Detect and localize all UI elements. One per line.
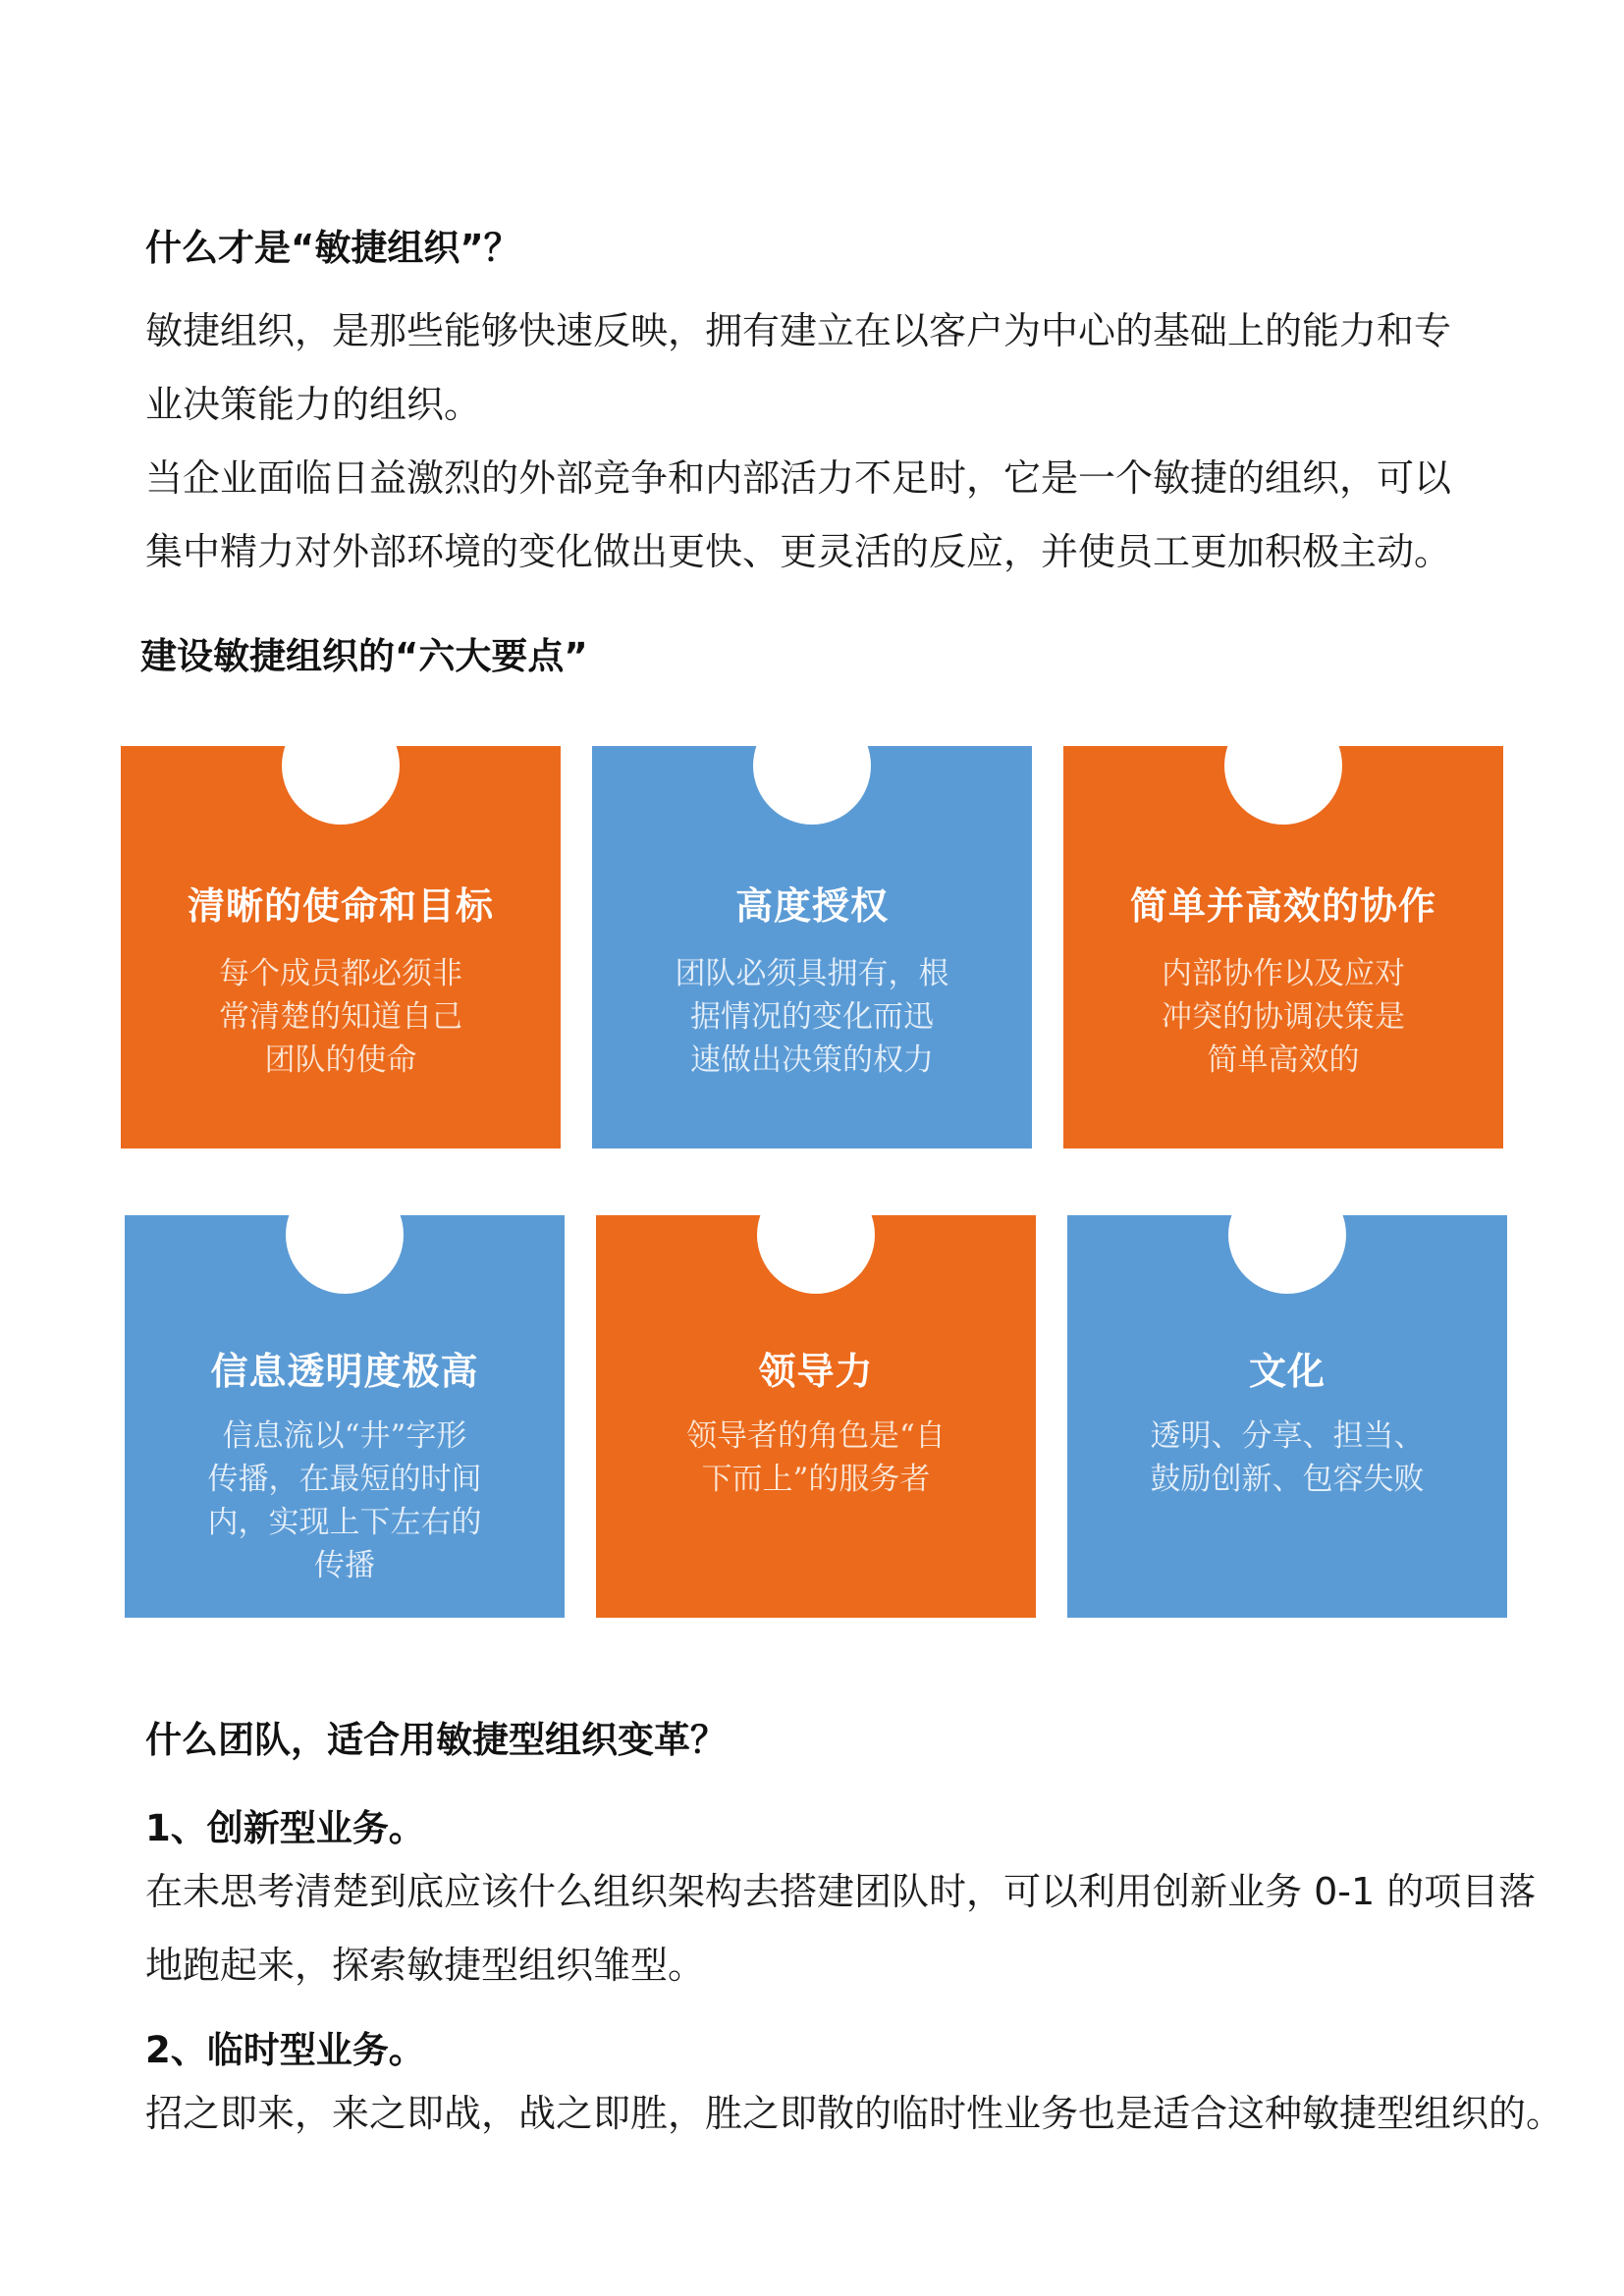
card-title: 领导力 (758, 1350, 874, 1393)
paragraph-line: 集中精力对外部环境的变化做出更快、更灵活的反应，并使员工更加积极主动。 (145, 530, 1452, 573)
card-title: 简单并高效的协作 (1129, 884, 1436, 928)
card-title: 文化 (1248, 1350, 1326, 1393)
section-heading-what-is-agile: 什么才是“敏捷组织”？ (145, 227, 520, 269)
paragraph-line: 地跑起来，探索敏捷型组织雏型。 (145, 1944, 706, 1987)
paragraph-context (145, 442, 1540, 589)
card-transparency (125, 1215, 565, 1618)
card-culture (1067, 1215, 1507, 1618)
section-heading-suitable-teams: 什么团队，适合用敏捷型组织变革？ (145, 1719, 727, 1761)
card-title: 信息透明度极高 (210, 1350, 479, 1393)
item-heading-innovative: 1、创新型业务。 (145, 1807, 425, 1849)
paragraph-line: 当企业面临日益激烈的外部竞争和内部活力不足时，它是一个敏捷的组织，可以 (145, 456, 1452, 500)
paragraph-line: 在未思考清楚到底应该什么组织架构去搭建团队时，可以利用创新业务 0-1 的项目落 (145, 1870, 1537, 1913)
card-description: 透明、分享、担当、 鼓励创新、包容失败 (1150, 1418, 1425, 1497)
card-empowerment (592, 746, 1032, 1148)
card-notch (757, 1215, 875, 1294)
card-notch (753, 746, 871, 825)
card-description: 信息流以“井”字形 传播，在最短的时间 内，实现上下左右的 传播 (207, 1418, 482, 1583)
card-notch (1228, 1215, 1346, 1294)
card-title: 高度授权 (734, 884, 889, 928)
card-notch (1224, 746, 1342, 825)
card-description: 领导者的角色是“自 下而上”的服务者 (686, 1418, 946, 1497)
card-title: 清晰的使命和目标 (187, 884, 494, 928)
paragraph-innovative (145, 1855, 1540, 2002)
card-notch (286, 1215, 404, 1294)
paragraph-line: 敏捷组织，是那些能够快速反映，拥有建立在以客户为中心的基础上的能力和专 (145, 309, 1452, 352)
section-heading-six-points: 建设敏捷组织的“六大要点” (140, 635, 588, 677)
item-heading-temporary: 2、临时型业务。 (145, 2029, 425, 2071)
paragraph-line: 业决策能力的组织。 (145, 383, 482, 426)
card-collaboration (1063, 746, 1503, 1148)
card-notch (282, 746, 400, 825)
card-description: 内部协作以及应对 冲突的协调决策是 简单高效的 (1162, 956, 1405, 1078)
paragraph-definition (145, 294, 1540, 442)
card-leadership (596, 1215, 1036, 1618)
paragraph-temporary (145, 2077, 1564, 2151)
card-description: 每个成员都必须非 常清楚的知道自己 团队的使命 (219, 956, 462, 1078)
card-description: 团队必须具拥有，根 据情况的变化而迅 速做出决策的权力 (675, 956, 949, 1078)
card-clear-mission (121, 746, 561, 1148)
paragraph-line: 招之即来，来之即战，战之即胜，胜之即散的临时性业务也是适合这种敏捷型组织的。 (145, 2092, 1564, 2135)
